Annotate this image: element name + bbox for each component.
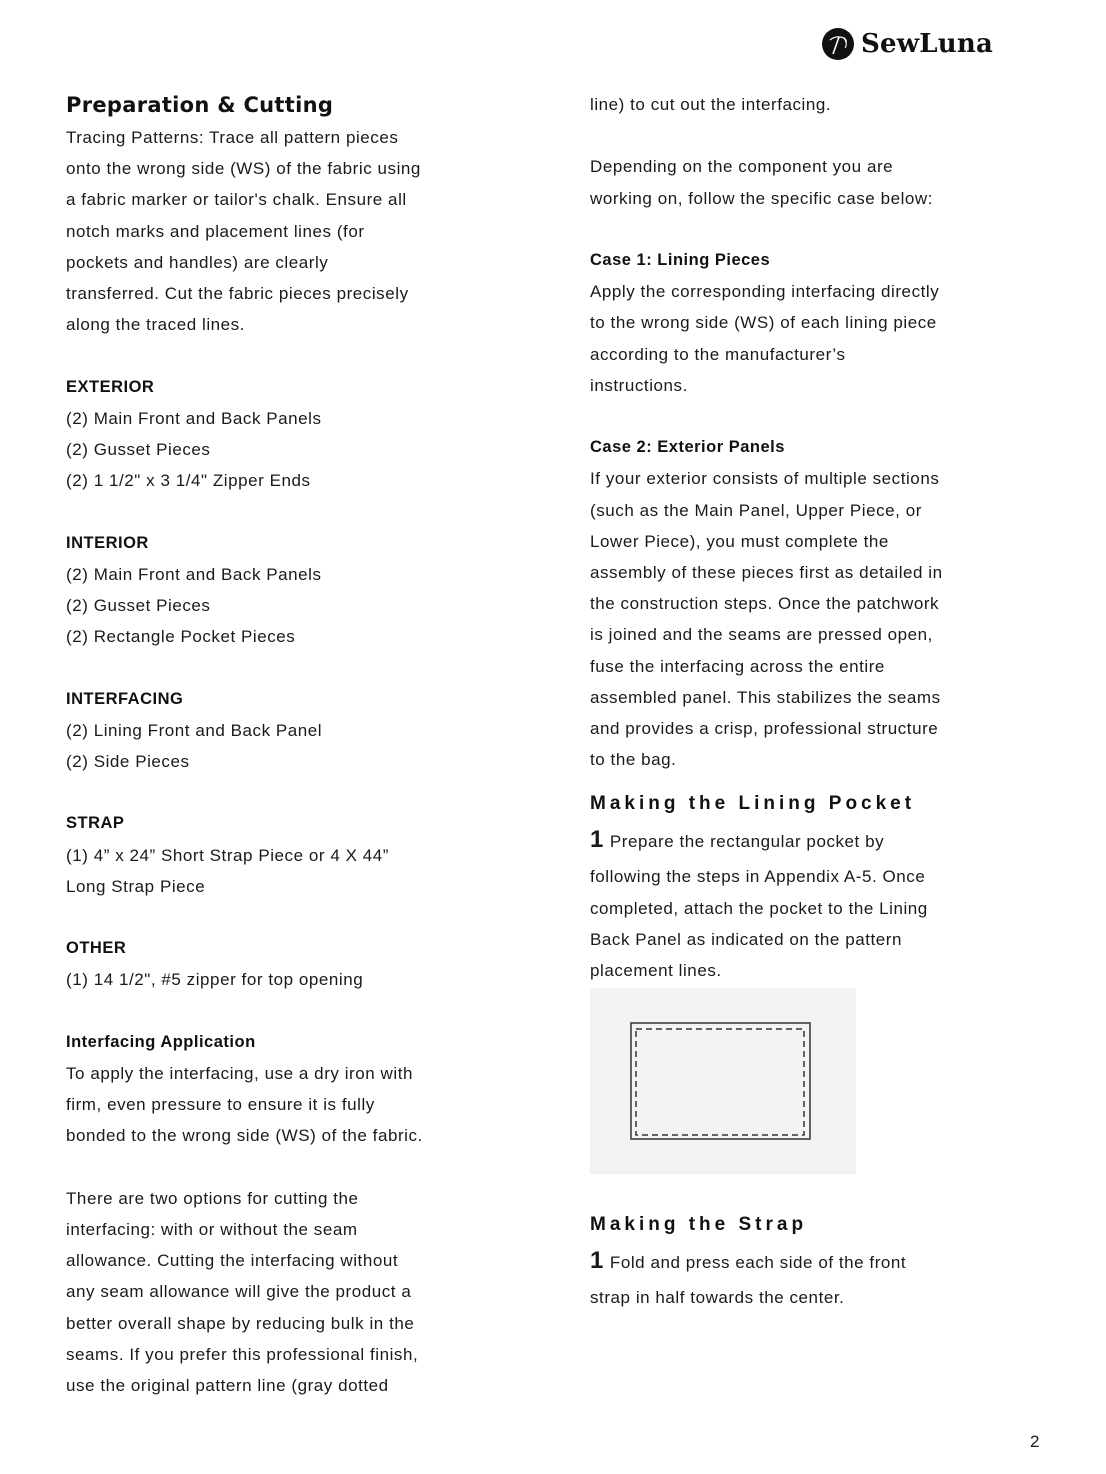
text-line: bonded to the wrong side (WS) of the fabric. [66,1126,423,1146]
text-line: any seam allowance will give the product a [66,1282,412,1302]
cutting-group-other [66,933,536,995]
text-line: strap in half towards the center. [590,1288,845,1308]
case-1-lining-pieces [590,245,1060,401]
text-line: the construction steps. Once the patchwork [590,594,940,614]
text-line: seams. If you prefer this professional finish, [66,1344,419,1364]
step-number: 1 [590,1247,604,1275]
pocket-rectangle-diagram [590,988,856,1174]
list-item: (2) Rectangle Pocket Pieces [66,627,296,647]
list-item: (2) Gusset Pieces [66,596,211,616]
case-heading: Case 2: Exterior Panels [590,438,785,457]
right-column [590,89,1060,1313]
cutting-group-strap [66,808,536,902]
text-line: interfacing: with or without the seam [66,1220,358,1239]
pocket-outline [631,1023,810,1139]
cutting-group-interfacing [66,684,536,778]
section-heading: Making the Lining Pocket [590,793,916,815]
text-line: Depending on the component you are [590,157,894,177]
case-heading: Case 1: Lining Pieces [590,250,771,269]
text-line: allowance. Cutting the interfacing without [66,1251,399,1271]
step-text: Prepare the rectangular pocket by [609,832,885,852]
step-line [590,821,1060,861]
text-line: instructions. [590,375,688,395]
interfacing-application [66,1027,536,1401]
list-item: (2) Lining Front and Back Panel [66,720,323,740]
text-line: to the wrong side (WS) of each lining piece [590,313,937,333]
step-text: Fold and press each side of the front [609,1253,907,1273]
list-item: (2) 1 1/2" x 3 1/4" Zipper Ends [66,471,311,491]
cutting-group-exterior [66,372,536,497]
text-line: working on, follow the specific case below: [590,188,934,208]
text-line: notch marks and placement lines (for [66,221,365,241]
text-line: firm, even pressure to ensure it is fully [66,1095,375,1115]
brand-logo [822,24,993,64]
list-item: (2) Side Pieces [66,752,190,772]
group-heading: OTHER [66,939,127,958]
text-line: completed, attach the pocket to the Lining [590,898,928,918]
list-item: (2) Main Front and Back Panels [66,408,322,428]
group-heading: STRAP [66,814,125,833]
list-item: (2) Main Front and Back Panels [66,564,322,584]
text-line: use the original pattern line (gray dotted [66,1376,389,1396]
text-line: according to the manufacturer’s [590,344,846,364]
subsection-heading: Interfacing Application [66,1032,256,1051]
left-column [66,88,536,1401]
text-line: pockets and handles) are clearly [66,252,329,272]
tracing-paragraph [66,122,536,340]
text-line: If your exterior consists of multiple sections [590,469,940,489]
section-heading: Making the Strap [590,1214,808,1236]
text-line: Back Panel as indicated on the pattern [590,929,902,949]
case-2-exterior-panels [590,432,1060,775]
text-line: following the steps in Appendix A-5. Once [590,867,926,887]
text-line: Apply the corresponding interfacing directly [590,282,940,302]
list-item: (1) 14 1/2", #5 zipper for top opening [66,970,364,990]
text-line: placement lines. [590,961,722,981]
step-number: 1 [590,826,604,854]
group-heading: INTERFACING [66,689,184,708]
text-line: assembled panel. This stabilizes the seams [590,687,941,707]
text-line: fuse the interfacing across the entire [590,656,885,676]
section-title: Preparation & Cutting [66,93,334,117]
text-line: (such as the Main Panel, Upper Piece, or [590,500,922,520]
page-number: 2 [1030,1432,1040,1451]
group-heading: EXTERIOR [66,377,155,396]
step-line [590,1242,1060,1282]
text-line: There are two options for cutting the [66,1188,359,1208]
list-item: (2) Gusset Pieces [66,440,211,460]
pocket-stitch-line [636,1029,804,1135]
list-item: Long Strap Piece [66,876,206,896]
text-line: assembly of these pieces first as detailed in [590,563,943,582]
list-item: (1) 4” x 24” Short Strap Piece or 4 X 44” [66,845,390,865]
cutting-group-interior [66,528,536,653]
text-line: onto the wrong side (WS) of the fabric using [66,159,421,179]
text-line: better overall shape by reducing bulk in the [66,1313,415,1333]
text-line: Tracing Patterns: Trace all pattern pieces [66,128,399,147]
text-line: to the bag. [590,750,677,770]
text-line: To apply the interfacing, use a dry iron with [66,1064,413,1083]
text-line: Lower Piece), you must complete the [590,531,889,551]
needle-moon-icon [822,28,854,60]
group-heading: INTERIOR [66,533,149,552]
brand-name: SewLuna [861,29,994,59]
lining-pocket-section [590,787,1060,1174]
strap-section [590,1208,1060,1313]
text-line: transferred. Cut the fabric pieces precisely [66,284,409,304]
text-line: a fabric marker or tailor's chalk. Ensure all [66,190,407,210]
text-line: line) to cut out the interfacing. [590,95,832,114]
text-line: and provides a crisp, professional structure [590,719,939,739]
text-line: along the traced lines. [66,315,245,335]
text-line: is joined and the seams are pressed open, [590,625,933,645]
